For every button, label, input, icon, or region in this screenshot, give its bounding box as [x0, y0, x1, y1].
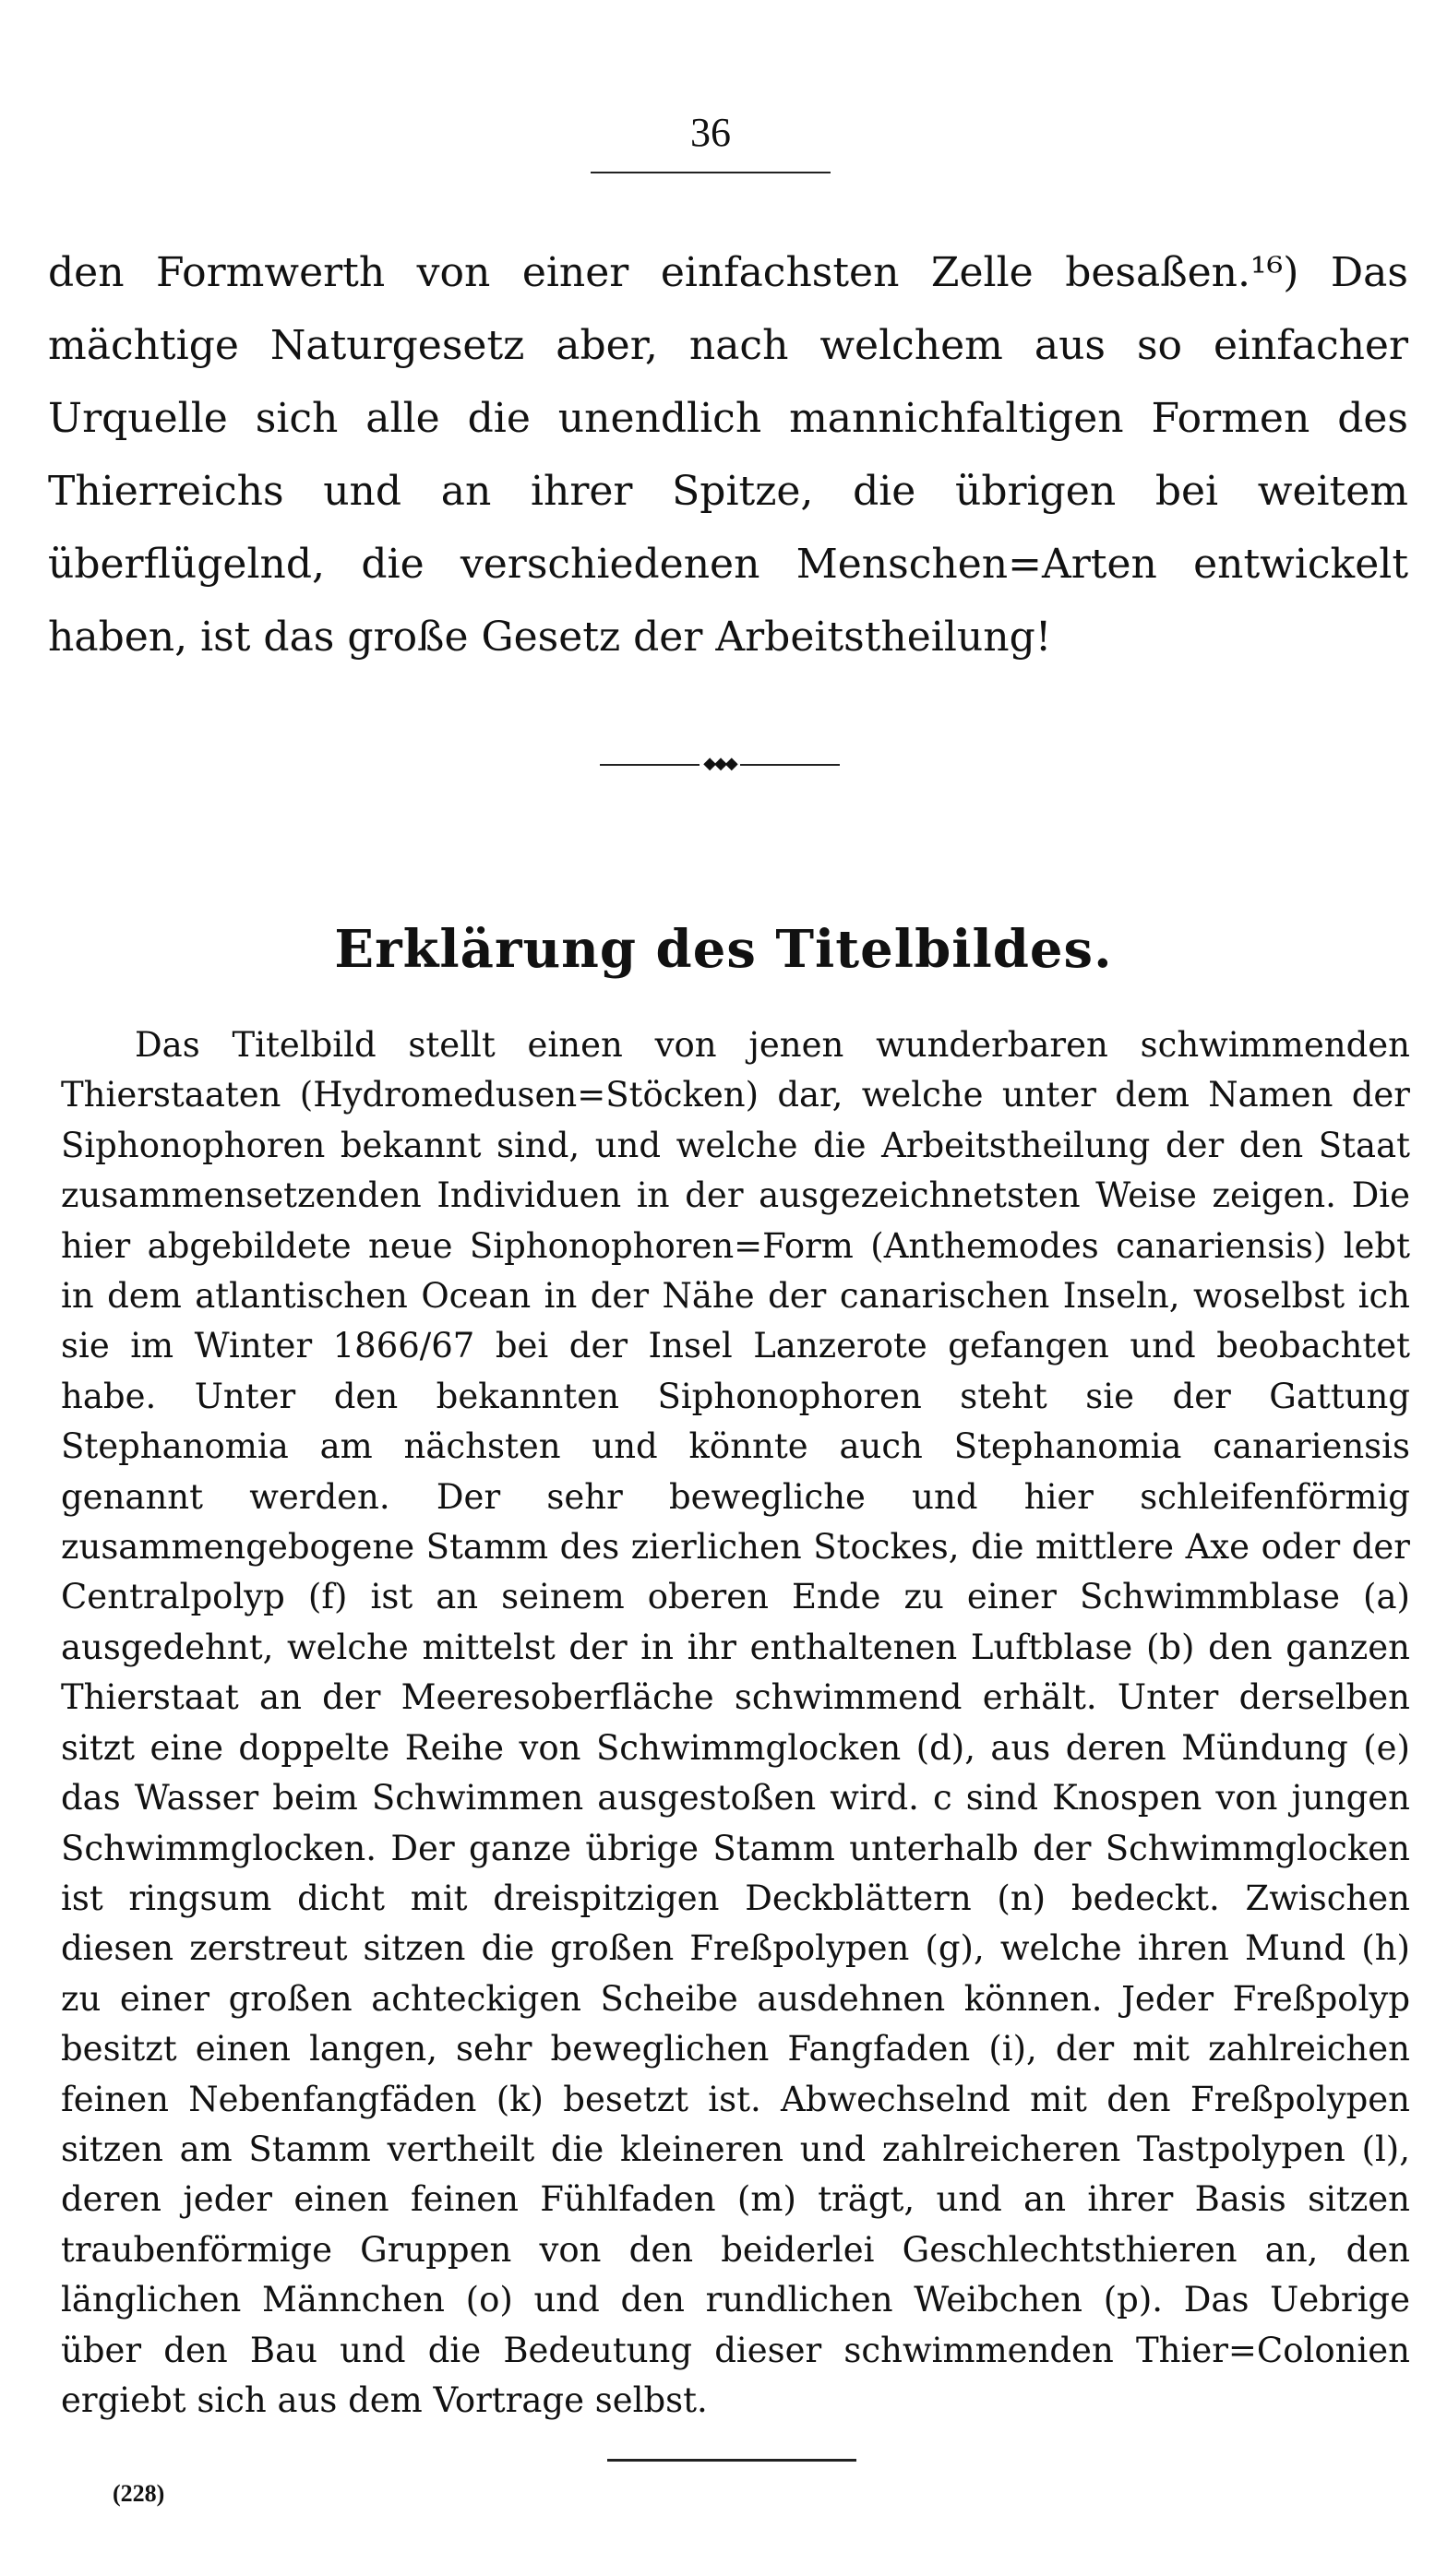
end-rule: [607, 2459, 856, 2462]
page-number: 36: [690, 110, 731, 155]
page-number-rule: [591, 172, 831, 173]
ornament-line-right: [740, 764, 840, 766]
section-divider-ornament: [600, 754, 840, 773]
ornament-line-left: [600, 764, 700, 766]
explanation-paragraph: Das Titelbild stellt einen von jenen wunderbaren schwimmenden Thierstaaten (Hydromedusen=Stöcken) dar, welche unter dem Namen der Siphonophoren bekannt sind, und welche die Arbeitstheilung der den Staat zusammensetzenden Individuen in der ausgezeichnetsten Weise zeigen. Die hier abgebildete neue Siphonophoren=Form (Anthemodes canariensis) lebt in dem atlantischen Ocean in der Nähe der canarischen Inseln, woselbst ich sie im Winter 1866/67 bei der Insel Lanzerote gefangen und beobachtet habe. Unter den bekannten Siphonophoren steht sie der Gattung Stephanomia am nächsten und könnte auch Stephanomia canariensis genannt werden. Der sehr bewegliche und hier schleifenförmig zusammengebogene Stamm des zierlichen Stockes, die mittlere Axe oder der Centralpolyp (f) ist an seinem oberen Ende zu einer Schwimmblase (a) ausgedehnt, welche mittelst der in ihr enthaltenen Luftblase (b) den ganzen Thierstaat an der Meeresoberfläche schwimmend erhält. Unter derselben sitzt eine doppelte Reihe von Schwimmglocken (d), aus deren Mündung (e) das Wasser beim Schwimmen ausgestoßen wird. c sind Knospen von jungen Schwimmglocken. Der ganze übrige Stamm unterhalb der Schwimmglocken ist ringsum dicht mit dreispitzigen Deckblättern (n) bedeckt. Zwischen diesen zerstreut sitzen die großen Freßpolypen (g), welche ihren Mund (h) zu einer großen achteckigen Scheibe ausdehnen können. Jeder Freßpolyp besitzt einen langen, sehr beweglichen Fangfaden (i), der mit zahlreichen feinen Nebenfangfäden (k) besetzt ist. Abwechselnd mit den Freßpolypen sitzen am Stamm vertheilt die kleineren und zahlreicheren Tastpolypen (l), deren jeder einen feinen Fühlfaden (m) trägt, und an ihrer Basis sitzen traubenförmige Gruppen von den beiderlei Geschlechtsthieren an, den länglichen Männchen (o) und den rundlichen Weibchen (p). Das Uebrige über den Bau und die Bedeutung dieser schwimmenden Thier=Colonien ergiebt sich aus dem Vortrage selbst.: [61, 1025, 1410, 2420]
section-title: Erklärung des Titelbildes.: [334, 919, 1113, 980]
continuation-paragraph: den Formwerth von einer einfachsten Zelle besaßen.¹⁶) Das mächtige Naturgesetz aber, nach welchem aus so einfacher Urquelle sich alle die unendlich mannichfaltigen Formen des Thierreichs und an ihrer Spitze, die übrigen bei weitem überflügelnd, die verschiedenen Menschen=Arten entwickelt haben, ist das große Gesetz der Arbeitstheilung!: [48, 249, 1408, 661]
signature-mark: (228): [113, 2480, 165, 2507]
ornament-diamonds: ◆◆◆: [703, 754, 736, 773]
